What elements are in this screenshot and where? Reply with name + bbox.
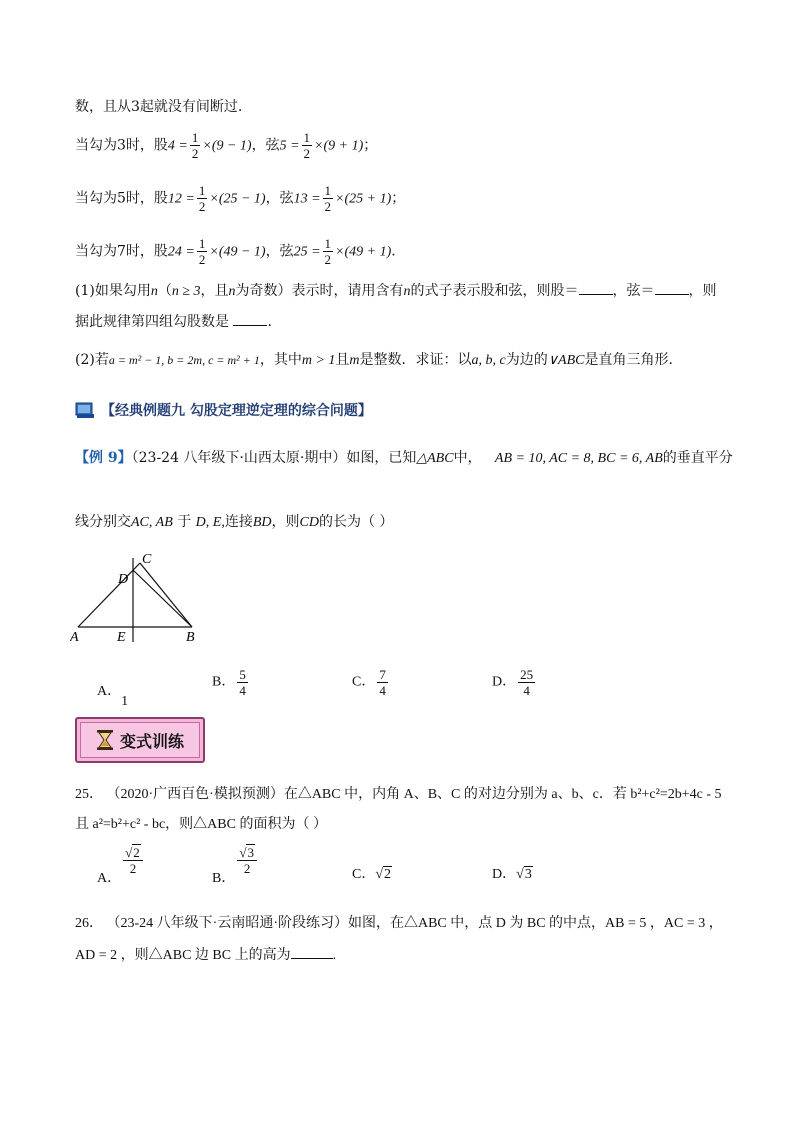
answer-blank[interactable] xyxy=(233,311,267,326)
option-key: D． xyxy=(492,674,517,690)
sep: ，弦 xyxy=(251,137,280,154)
option-b[interactable] xyxy=(212,667,250,698)
triangle: △ABC xyxy=(416,451,454,466)
case-7-line xyxy=(75,236,396,267)
given-expr: AB = 10, AC = 8, BC = 6, AB xyxy=(494,451,663,466)
end: ； xyxy=(391,190,406,207)
gu-tail: ×(9 − 1) xyxy=(202,138,252,154)
q25-option-d[interactable] xyxy=(492,863,533,883)
option-sqrt: √2 xyxy=(375,867,392,882)
text: 且 xyxy=(335,352,350,368)
var-m: m xyxy=(349,353,360,368)
question-1-line-1 xyxy=(75,280,717,302)
text: 的式子表示股和弦，则股＝ xyxy=(410,283,579,299)
case-prefix: 当勾为7时，股 xyxy=(75,243,168,260)
question-26-line-1: 26． （23-24 八年级下·云南昭通·阶段练习）如图，在△ABC 中，点 D 为 BC 的中点，AB = 5 ，AC = 3 ， xyxy=(75,916,723,931)
q25-option-a[interactable] xyxy=(97,845,145,886)
fraction: $\frac{1}{2}$ xyxy=(198,183,206,214)
gu-tail: ×(49 − 1) xyxy=(209,244,266,260)
label-d: D xyxy=(118,572,129,587)
option-key: A． xyxy=(97,684,122,699)
segment-bd: BD xyxy=(252,515,272,530)
option-fraction: $\frac{5}{4}$ xyxy=(239,667,246,698)
var-n: n xyxy=(150,284,158,299)
text: （ xyxy=(157,283,172,299)
question-26-line-2 xyxy=(75,944,336,966)
given-expr: a = m² − 1, b = 2m, c = m² + 1 xyxy=(108,353,260,367)
answer-blank[interactable] xyxy=(291,944,333,959)
option-key: C． xyxy=(352,867,376,882)
text: AD = 2 ，则△ABC 边 BC 上的高为 xyxy=(75,948,291,963)
practice-badge xyxy=(75,717,205,763)
text: ，且 xyxy=(200,283,229,299)
sides: AC, AB xyxy=(131,515,173,530)
xian-tail: ×(49 + 1) xyxy=(335,244,392,260)
segment-cb xyxy=(140,563,192,627)
option-c[interactable] xyxy=(352,667,390,698)
option-key: B． xyxy=(212,870,236,886)
case-prefix: 当勾为3时，股 xyxy=(75,137,168,154)
example-9-line-2 xyxy=(75,512,393,533)
option-d[interactable] xyxy=(492,667,537,698)
gu-expr: 24 = xyxy=(167,244,195,260)
gu-expr: 4 = xyxy=(167,138,188,154)
label-b: B xyxy=(186,630,195,645)
case-3-line xyxy=(75,130,377,161)
example-tag: 【例 9】 xyxy=(75,450,132,466)
answer-blank[interactable] xyxy=(579,280,613,295)
fraction: $\frac{1}{2}$ xyxy=(198,236,206,267)
text: 是直角三角形. xyxy=(584,352,673,368)
example-9-line-1 xyxy=(75,448,733,469)
text: 线分别交 xyxy=(75,514,131,530)
option-sqrt: √3 xyxy=(516,867,532,882)
text: 为边的 xyxy=(505,352,548,368)
gu-expr: 12 = xyxy=(167,191,195,207)
condition: m > 1 xyxy=(301,353,336,368)
text: ，则 xyxy=(271,514,300,530)
fraction: $\frac{1}{2}$ xyxy=(303,130,311,161)
option-key: B． xyxy=(212,674,236,690)
text: . xyxy=(332,948,337,963)
text: (2)若 xyxy=(75,352,109,368)
badge-inner xyxy=(80,722,200,758)
option-a[interactable] xyxy=(97,680,129,709)
text: . xyxy=(267,314,272,330)
text: 连接 xyxy=(224,514,253,530)
sides: a, b, c xyxy=(471,353,506,368)
label-a: A xyxy=(70,630,79,645)
sep: ，弦 xyxy=(265,190,294,207)
book-icon xyxy=(75,401,95,419)
label-c: C xyxy=(142,552,152,567)
question-25-line-2: 且 a²=b²+c² - bc，则△ABC 的面积为（ ） xyxy=(75,817,327,832)
section-title-text: 【经典例题九 勾股定理逆定理的综合问题】 xyxy=(101,403,372,419)
case-prefix: 当勾为5时，股 xyxy=(75,190,168,207)
var-n: n xyxy=(403,284,411,299)
triangle: ∨ABC xyxy=(547,353,585,368)
option-fraction: $\frac{25}{4}$ xyxy=(520,667,534,698)
question-2-line xyxy=(75,350,673,371)
points: D, E, xyxy=(195,515,225,530)
question-1-line-2 xyxy=(75,311,272,332)
fraction: $\frac{1}{2}$ xyxy=(324,183,332,214)
hourglass-icon xyxy=(96,729,114,751)
text: ，其中 xyxy=(259,352,302,368)
end: . xyxy=(391,243,396,260)
xian-tail: ×(9 + 1) xyxy=(314,138,364,154)
xian-expr: 5 = xyxy=(279,138,300,154)
text: ，则 xyxy=(688,283,717,299)
var-n: n xyxy=(228,284,236,299)
question-25-line-1: 25． （2020·广西百色·模拟预测）在△ABC 中，内角 A、B、C 的对边分别为 a、b、c．若 b²+c²=2b+4c - 5 xyxy=(75,787,722,802)
intro-text: 数，且从3起就没有间断过. xyxy=(75,99,243,115)
text: 中， xyxy=(453,450,482,466)
gu-tail: ×(25 − 1) xyxy=(209,191,266,207)
fraction: $\frac{1}{2}$ xyxy=(191,130,199,161)
fraction: $\frac{1}{2}$ xyxy=(324,236,332,267)
text: 于 xyxy=(177,514,192,530)
text: 为奇数）表示时，请用含有 xyxy=(235,283,404,299)
text: 的长为（ ） xyxy=(318,514,394,530)
xian-expr: 25 = xyxy=(293,244,321,260)
option-key: D． xyxy=(492,867,517,882)
option-fraction: $\frac{7}{4}$ xyxy=(379,667,386,698)
option-fraction: $\frac{√2}{2}$ xyxy=(123,845,143,876)
text: ，弦＝ xyxy=(612,283,655,299)
text: (1)如果勾用 xyxy=(75,283,151,299)
condition: n ≥ 3 xyxy=(171,284,201,299)
xian-expr: 13 = xyxy=(293,191,321,207)
segment-db xyxy=(133,570,192,627)
option-key: C． xyxy=(352,674,376,690)
badge-label: 变式训练 xyxy=(119,731,184,751)
text: （23-24 八年级下·山西太原·期中）如图，已知 xyxy=(131,450,417,466)
q25-option-b[interactable] xyxy=(212,845,259,886)
q25-option-c[interactable] xyxy=(352,863,392,883)
text: 的垂直平分 xyxy=(662,450,733,466)
option-fraction: $\frac{√3}{2}$ xyxy=(237,845,257,876)
segment-cd: CD xyxy=(299,515,319,530)
option-value: 1 xyxy=(121,694,129,709)
answer-blank[interactable] xyxy=(655,280,689,295)
case-5-line xyxy=(75,183,405,214)
text: 是整数．求证：以 xyxy=(359,352,472,368)
end: ； xyxy=(363,137,378,154)
segment-ac xyxy=(78,563,140,627)
option-key: A． xyxy=(97,870,122,886)
triangle-figure xyxy=(70,550,210,645)
label-e: E xyxy=(117,630,126,645)
sep: ，弦 xyxy=(265,243,294,260)
section-title xyxy=(75,400,372,420)
xian-tail: ×(25 + 1) xyxy=(335,191,392,207)
text: 据此规律第四组勾股数是 xyxy=(75,314,229,330)
